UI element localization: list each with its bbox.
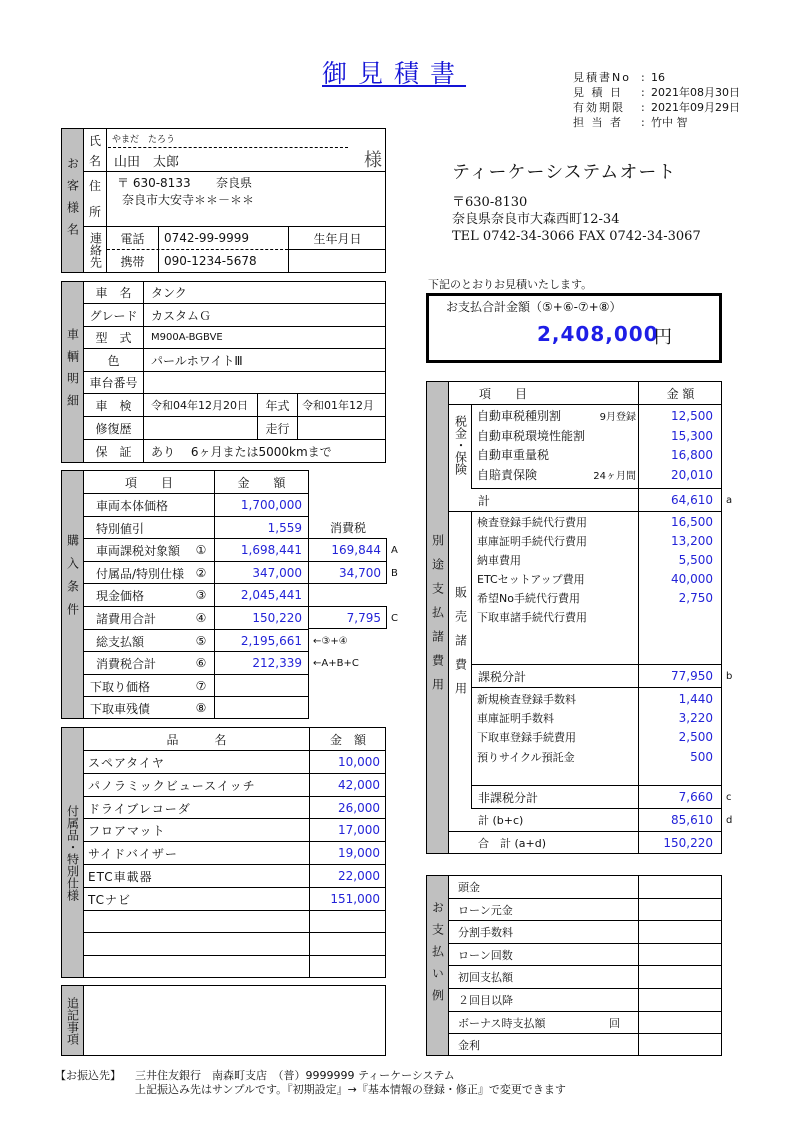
accessory-amount[interactable]	[310, 933, 386, 955]
meta-label: 見 積 日	[573, 86, 623, 99]
accessory-name[interactable]: パノラミックビュースイッチ	[88, 778, 256, 793]
furigana-field[interactable]: やまだ たろう	[112, 134, 176, 145]
tax-header: 消費税	[329, 520, 366, 535]
company-block	[452, 158, 701, 245]
payment-row-value[interactable]	[640, 876, 720, 898]
vertical-label-text: 車輌明細	[65, 328, 80, 416]
nontaxable-fee-label: 下取車登録手続費用	[477, 730, 576, 744]
purchase-row-amount[interactable]	[215, 675, 308, 697]
year-field[interactable]: 令和01年12月	[302, 399, 374, 412]
payment-row-value[interactable]	[640, 989, 720, 1011]
nontaxable-fee-amount[interactable]: 2,500	[678, 729, 713, 744]
footer-note: 上記振込み先はサンプルです。『初期設定』→『基本情報の登録・修正』で変更できます	[135, 1083, 566, 1096]
phone-field[interactable]: 0742-99-9999	[164, 231, 250, 245]
taxable-fee-amount[interactable]: 16,500	[671, 514, 713, 529]
tax-fee-label: 自動車税環境性能割	[477, 429, 586, 443]
nontaxable-fee-label: 新規検査登録手数料	[477, 692, 576, 706]
purchase-row-formula: ←A+B+C	[313, 657, 359, 669]
total-label: お支払合計金額（⑤+⑥-⑦+⑧）	[446, 300, 622, 314]
purchase-row-label: 消費税合計	[96, 656, 157, 671]
purchase-row-label: 特別値引	[96, 521, 145, 536]
purchase-row-label: 総支払額	[96, 634, 145, 649]
notes-field[interactable]	[88, 990, 380, 1050]
purchase-row-number: ③	[195, 588, 207, 602]
purchase-row-number	[190, 494, 212, 516]
model-label: 型 式	[95, 331, 132, 345]
purchase-row-formula: ←③+④	[313, 635, 348, 647]
tax-fee-amount[interactable]: 16,800	[671, 447, 713, 462]
accessory-amount[interactable]: 19,000	[338, 846, 380, 860]
vertical-label-text: お支払い例	[430, 900, 445, 1011]
accessory-name[interactable]: ETC車載器	[88, 869, 153, 884]
meta-row-date: 見 積 日 : 2021年08月30日	[573, 86, 740, 99]
payment-row-label: ローン元金	[458, 904, 513, 917]
accessory-name[interactable]: サイドバイザー	[88, 846, 178, 861]
accessory-amount[interactable]: 26,000	[338, 801, 380, 815]
purchase-row-number: ②	[195, 566, 207, 580]
sales-total-label: 計 (b+c)	[478, 814, 524, 827]
payment-row-value[interactable]	[640, 1012, 720, 1034]
tax-fee-label: 自賠責保険	[477, 468, 538, 482]
tag-a: a	[726, 494, 733, 506]
meta-row-expiry: 有効期限 : 2021年09月29日	[573, 101, 740, 114]
payment-row-value[interactable]	[640, 899, 720, 921]
purchase-row-tag: C	[391, 612, 398, 624]
taxable-fee-label: 希望No手続代行費用	[477, 591, 580, 605]
warranty-field[interactable]: あり 6ヶ月または5000kmまで	[151, 444, 332, 459]
payment-row-label: 分割手数料	[458, 926, 513, 939]
customer-postal-field[interactable]: 〒 630-8133	[117, 175, 191, 190]
purchase-row-label: 諸費用合計	[96, 611, 157, 626]
nontaxable-fee-amount[interactable]: 500	[690, 749, 713, 764]
intro-text: 下記のとおりお見積いたします。	[428, 278, 593, 291]
payment-row-label: ローン回数	[458, 949, 513, 962]
purchase-row-tax[interactable]	[309, 494, 387, 516]
col-header-item: 項 目	[124, 475, 173, 490]
tax-fee-note	[592, 445, 636, 464]
vehicle-section-label	[62, 282, 83, 462]
purchase-row-amount[interactable]: 150,220	[252, 611, 302, 625]
tax-fee-amount[interactable]: 12,500	[671, 408, 713, 423]
year-label: 年式	[265, 398, 290, 413]
sales-total-value: 85,610	[671, 813, 713, 827]
payment-row-label: 初回支払額	[458, 971, 513, 984]
address-label: 住	[88, 178, 101, 193]
payment-section-label	[427, 876, 448, 1055]
taxable-fee-label: ETCセットアップ費用	[477, 572, 585, 586]
estimate-meta	[573, 70, 740, 130]
purchase-row-tag: A	[391, 544, 398, 556]
purchase-row-label: 下取車残債	[90, 701, 151, 716]
footer-label: 【お振込先】	[55, 1069, 121, 1082]
inspection-label: 車 検	[95, 398, 132, 413]
payment-row-label: 金利	[458, 1039, 480, 1052]
purchase-row-tax[interactable]	[309, 675, 387, 697]
purchase-row-amount[interactable]	[215, 697, 308, 719]
purchase-row-amount[interactable]: 347,000	[252, 566, 302, 580]
meta-value: 竹中 智	[651, 116, 688, 129]
accessory-amount[interactable]	[310, 956, 386, 978]
customer-section-label	[62, 129, 83, 272]
purchase-section-label	[62, 471, 83, 718]
total-currency: 円	[654, 327, 672, 348]
purchase-row-amount[interactable]: 2,045,441	[240, 588, 302, 602]
purchase-row-label: 車両本体価格	[96, 498, 169, 513]
nontaxable-fee-label: 預りサイクル預託金	[477, 750, 575, 764]
chassis-number-label: 車台番号	[89, 376, 138, 390]
vertical-label-text: お客様名	[65, 156, 80, 245]
nontaxable-subtotal-value: 7,660	[678, 790, 713, 804]
accessory-amount[interactable]: 22,000	[338, 869, 380, 883]
footer-bank: 三井住友銀行 南森町支店 （普）9999999 ティーケーシステム	[135, 1069, 455, 1082]
company-postal: 〒630-8130	[452, 195, 528, 210]
grade-label: グレード	[89, 308, 138, 323]
payment-row-label: ２回目以降	[458, 994, 513, 1007]
vertical-label-text: 付属品・特別仕様	[65, 804, 80, 901]
payment-row-label: ボーナス時支払額	[458, 1017, 546, 1030]
taxable-fee-label: 納車費用	[477, 553, 521, 567]
name-label: 氏	[88, 133, 101, 148]
payment-row-extra: 回	[609, 1017, 620, 1030]
tax-group-label	[449, 405, 471, 485]
customer-prefecture-field[interactable]: 奈良県	[216, 175, 253, 190]
taxable-fee-label: 検査登録手続代行費用	[477, 515, 587, 529]
accessory-name[interactable]: スペアタイヤ	[88, 755, 165, 770]
payment-row-value[interactable]	[640, 966, 720, 988]
purchase-row-tag: B	[391, 567, 398, 579]
vertical-label-text: 購入条件	[65, 533, 80, 626]
tax-fee-amount[interactable]: 20,010	[671, 467, 713, 482]
purchase-row-number: ④	[195, 611, 207, 625]
grand-total-value: 150,220	[663, 836, 713, 850]
purchase-row-number: ⑤	[195, 634, 207, 648]
tax-fee-label: 自動車重量税	[477, 448, 550, 462]
company-name: ティーケーシステムオート	[452, 162, 677, 183]
company-address: 奈良県奈良市大森西町12-34	[452, 212, 620, 227]
meta-value: 2021年08月30日	[651, 86, 740, 99]
taxable-fee-amount[interactable]: 2,750	[678, 590, 713, 605]
vertical-label-text: 別途支払諸費用	[430, 533, 445, 702]
purchase-row-number: ①	[195, 543, 207, 557]
purchase-row-tax[interactable]	[309, 517, 387, 539]
payment-row-label: 頭金	[458, 881, 480, 894]
taxable-fee-label: 下取車諸手続代行費用	[477, 610, 587, 624]
purchase-row-amount[interactable]: 212,339	[252, 656, 302, 670]
tax-subtotal-value: 64,610	[671, 493, 713, 507]
birthday-label: 生年月日	[313, 231, 362, 246]
purchase-row-label: 車両課税対象額	[96, 543, 181, 558]
inspection-field[interactable]: 令和04年12月20日	[151, 399, 248, 412]
col-header-amount: 金 額	[666, 386, 695, 401]
vertical-label-text: 連絡先	[88, 231, 103, 268]
purchase-row-amount[interactable]: 1,698,441	[240, 543, 302, 557]
vehicle-name-field[interactable]: タンク	[151, 286, 187, 300]
taxable-fee-amount[interactable]: 13,200	[671, 533, 713, 548]
taxable-fee-amount[interactable]	[639, 607, 713, 626]
meta-value: 2021年09月29日	[651, 101, 740, 114]
purchase-row-tax[interactable]: 34,700	[339, 566, 381, 580]
purchase-row-number: ⑦	[195, 679, 207, 693]
accessory-amount[interactable]: 17,000	[338, 823, 380, 837]
purchase-row-number: ⑧	[195, 701, 207, 715]
tax-subtotal-label: 計	[478, 493, 491, 508]
fees-section-label	[427, 382, 448, 853]
col-header-name: 品 名	[166, 732, 227, 747]
document-title: 御見積書	[322, 59, 467, 88]
accessories-section-label	[62, 728, 83, 977]
nontaxable-fee-amount[interactable]: 3,220	[678, 710, 713, 725]
tag-b: b	[726, 670, 733, 682]
purchase-row-amount[interactable]: 1,559	[267, 521, 302, 535]
company-tel-fax: TEL 0742-34-3066 FAX 0742-34-3067	[452, 229, 701, 244]
purchase-row-label: 現金価格	[96, 588, 145, 603]
payment-row-value[interactable]	[640, 944, 720, 966]
birthday-field[interactable]	[289, 250, 386, 272]
accessory-amount[interactable]: 42,000	[338, 778, 380, 792]
address-label: 所	[88, 204, 101, 219]
tax-fee-note	[592, 426, 636, 445]
col-header-amount: 金 額	[237, 475, 286, 490]
name-label: 名	[88, 153, 101, 168]
nontaxable-subtotal-label: 非課税分計	[478, 790, 539, 805]
nontaxable-fee-amount[interactable]: 1,440	[678, 691, 713, 706]
grand-total-label: 合 計 (a+d)	[478, 837, 547, 850]
payment-row-value[interactable]	[640, 921, 720, 943]
meta-value: 16	[651, 71, 665, 84]
customer-name-field[interactable]: 山田 太郎	[114, 154, 180, 170]
taxable-fee-amount[interactable]: 5,500	[678, 552, 713, 567]
accessory-name[interactable]: TCナビ	[88, 892, 132, 907]
vehicle-name-label: 車 名	[95, 286, 132, 300]
tag-d: d	[726, 814, 733, 826]
customer-address-field[interactable]: 奈良市大安寺＊＊－＊＊	[122, 192, 255, 207]
purchase-row-number	[190, 517, 212, 539]
taxable-subtotal-value: 77,950	[671, 669, 713, 683]
meta-row-number: 見積書No : 16	[573, 71, 665, 84]
phone-label: 電話	[120, 231, 145, 246]
meta-label: 見積書No	[573, 71, 631, 84]
warranty-label: 保 証	[95, 444, 132, 459]
accessory-amount[interactable]: 10,000	[338, 755, 380, 769]
col-header-amount: 金 額	[329, 732, 366, 747]
purchase-row-tax[interactable]: 7,795	[346, 611, 381, 625]
accessory-amount[interactable]: 151,000	[330, 892, 380, 906]
taxable-fee-amount[interactable]: 40,000	[671, 571, 713, 586]
taxable-fee-label: 車庫証明手続代行費用	[477, 534, 587, 548]
purchase-row-label: 付属品/特別仕様	[96, 566, 185, 581]
meta-label: 担 当 者	[573, 116, 623, 129]
accessory-name[interactable]: ドライブレコーダ	[88, 801, 191, 816]
model-field[interactable]: M900A-BGBVE	[151, 332, 223, 343]
payment-row-value[interactable]	[640, 1034, 720, 1056]
grade-field[interactable]: カスタムＧ	[151, 308, 212, 323]
mobile-label: 携帯	[120, 254, 145, 269]
repair-history-label: 修復歴	[95, 421, 132, 436]
accessory-name[interactable]: フロアマット	[88, 823, 166, 838]
nontaxable-fee-label: 車庫証明手数料	[477, 711, 554, 725]
tax-fee-note: 24ヶ月間	[593, 471, 636, 482]
accessory-amount[interactable]	[310, 911, 386, 933]
meta-label: 有効期限	[573, 101, 625, 114]
purchase-row-tax[interactable]	[309, 584, 387, 606]
total-amount: 2,408,000	[537, 322, 659, 346]
col-header-item: 項 目	[479, 386, 528, 401]
sales-group-label	[449, 556, 471, 736]
vertical-label-text: 追記事項	[65, 996, 80, 1045]
tax-fee-note: 9月登録	[599, 412, 636, 423]
purchase-row-amount[interactable]: 2,195,661	[240, 634, 302, 648]
purchase-row-tax[interactable]: 169,844	[331, 543, 381, 557]
purchase-row-tax[interactable]	[309, 697, 387, 719]
contact-label	[84, 227, 106, 272]
purchase-row-label: 下取り価格	[90, 679, 151, 694]
tag-c: c	[726, 791, 732, 803]
tax-fee-amount[interactable]: 15,300	[671, 428, 713, 443]
vertical-label-text: 販売諸費用	[453, 586, 468, 706]
color-label: 色	[107, 353, 120, 368]
vertical-label-text: 税金・保険	[453, 415, 468, 475]
purchase-row-amount[interactable]: 1,700,000	[240, 498, 302, 512]
taxable-subtotal-label: 課税分計	[478, 669, 527, 684]
mobile-field[interactable]: 090-1234-5678	[164, 254, 257, 268]
tax-fee-label: 自動車税種別割	[477, 409, 562, 423]
meta-row-staff: 担 当 者 : 竹中 智	[573, 116, 688, 129]
mileage-label: 走行	[265, 421, 290, 436]
color-field[interactable]: パールホワイトⅢ	[151, 353, 243, 368]
notes-section-label	[62, 986, 83, 1055]
honorific: 様	[364, 150, 382, 171]
purchase-row-number: ⑥	[195, 656, 207, 670]
